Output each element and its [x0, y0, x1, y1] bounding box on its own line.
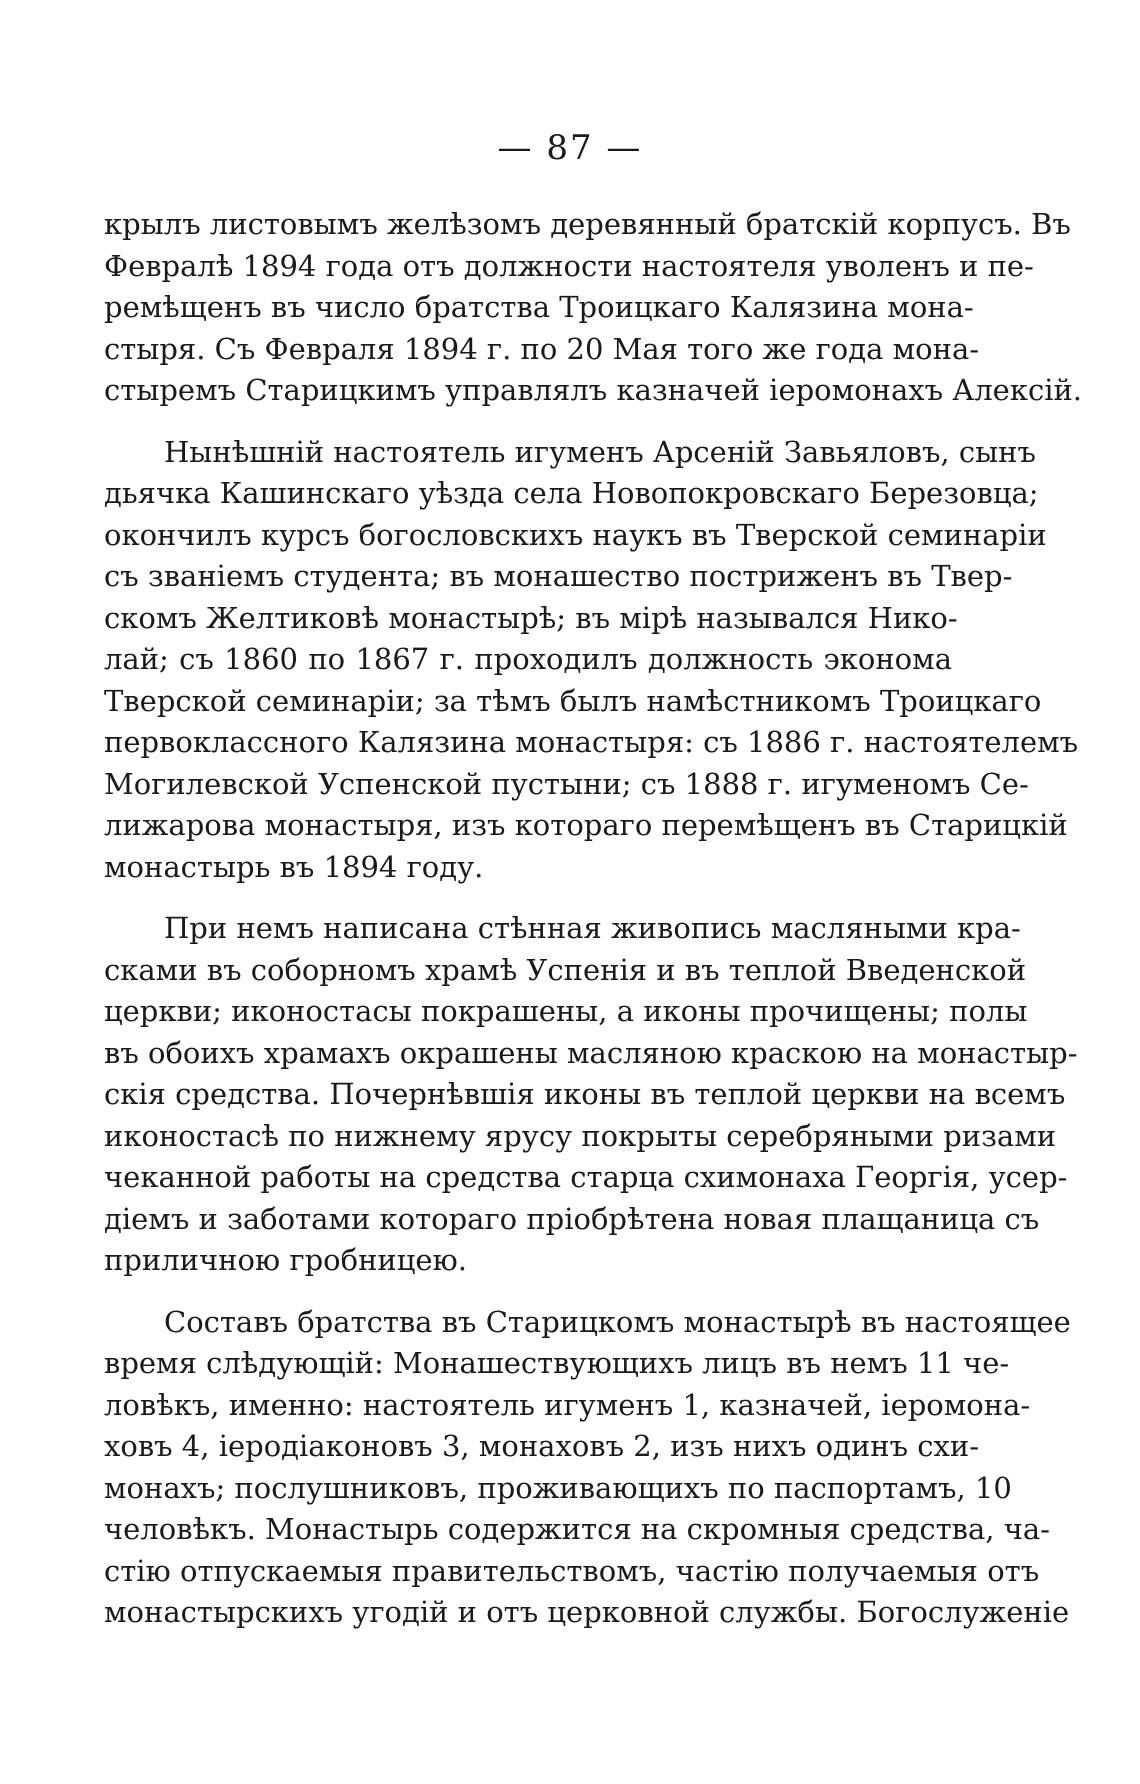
paragraph — [104, 1302, 1071, 1634]
paragraph — [104, 204, 1083, 412]
body-text — [104, 204, 1083, 1654]
paragraph — [104, 908, 1078, 1282]
paragraph — [104, 432, 1079, 889]
text-line: окончилъ курсъ богословскихъ наукъ въ Тверской семинаріи — [104, 517, 1047, 552]
text-line: монастырскихъ угодій и отъ церковной службы. Богослуженіе — [104, 1595, 1070, 1629]
text-line: чеканной работы на средства старца схимонаха Георгія, усер- — [104, 1160, 1068, 1194]
text-line: скомъ Желтиковѣ монастырѣ; въ мірѣ назывался Нико- — [104, 600, 958, 635]
page-number: — 87 — — [497, 128, 643, 168]
text-line: монахъ; послушниковъ, проживающихъ по паспортамъ, 10 — [104, 1470, 1012, 1505]
text-line: Могилевской Успенской пустыни; съ 1888 г. игуменомъ Се- — [104, 766, 1029, 801]
text-line: церкви; иконостасы покрашены, а иконы прочищены; полы — [104, 994, 1028, 1028]
text-line: въ обоихъ храмахъ окрашены масляною краскою на монастыр- — [104, 1035, 1078, 1070]
text-line: стыремъ Старицкимъ управлялъ казначей іеромонахъ Алексій. — [104, 373, 1083, 407]
text-line: крылъ листовымъ желѣзомъ деревянный братскій корпусъ. Въ — [104, 207, 1071, 241]
text-line: человѣкъ. Монастырь содержится на скромныя средства, ча- — [104, 1512, 1050, 1546]
text-line: сками въ соборномъ храмѣ Успенія и въ теплой Введенской — [104, 952, 1027, 987]
text-line: Тверской семинаріи; за тѣмъ былъ намѣстникомъ Троицкаго — [104, 683, 1042, 718]
text-line: первоклассногo Калязина монастыря: съ 1886 г. настоятелемъ — [104, 725, 1079, 759]
text-line: стыря. Съ Февраля 1894 г. по 20 Мая того же года мона- — [104, 331, 980, 366]
text-line: съ званіемъ студента; въ монашество постриженъ въ Твер- — [104, 559, 1013, 593]
text-line: Составъ братства въ Старицкомъ монастырѣ въ настоящее — [164, 1304, 1071, 1339]
text-line: монастырь въ 1894 году. — [104, 849, 484, 884]
text-line: ловѣкъ, именно: настоятель игуменъ 1, казначей, іеромона- — [104, 1387, 1031, 1422]
text-line: время слѣдующій: Монашествующихъ лицъ въ немъ 11 че- — [104, 1346, 1010, 1380]
text-line: иконостасѣ по нижнему ярусу покрыты серебряными ризами — [104, 1118, 1057, 1153]
text-line: приличною гробницею. — [104, 1243, 468, 1277]
text-line: При немъ написана стѣнная живопись масляными кра- — [164, 911, 1021, 945]
text-line: дьячка Кашинскаго уѣзда села Новопокровскаго Березовца; — [104, 476, 1039, 510]
text-line: ремѣщенъ въ число братства Троицкаго Калязина мона- — [104, 290, 974, 324]
text-line: Февралѣ 1894 года отъ должности настоятеля уволенъ и пе- — [104, 248, 1034, 283]
text-line: лай; съ 1860 по 1867 г. проходилъ должность эконома — [104, 642, 952, 676]
text-line: лижарова монастыря, изъ котораго перемѣщенъ въ Старицкій — [104, 808, 1068, 842]
text-line: діемъ и заботами котораго пріобрѣтена новая плащаница съ — [104, 1201, 1040, 1236]
text-line: скія средства. Почернѣвшія иконы въ теплой церкви на всемъ — [104, 1077, 1066, 1111]
text-line: ховъ 4, іеродіаконовъ 3, монаховъ 2, изъ нихъ одинъ схи- — [104, 1429, 980, 1463]
text-line: стію отпускаемыя правительствомъ, частію получаемыя отъ — [104, 1553, 1040, 1588]
text-line: Нынѣшній настоятель игуменъ Арсеній Завьяловъ, сынъ — [164, 434, 1036, 469]
